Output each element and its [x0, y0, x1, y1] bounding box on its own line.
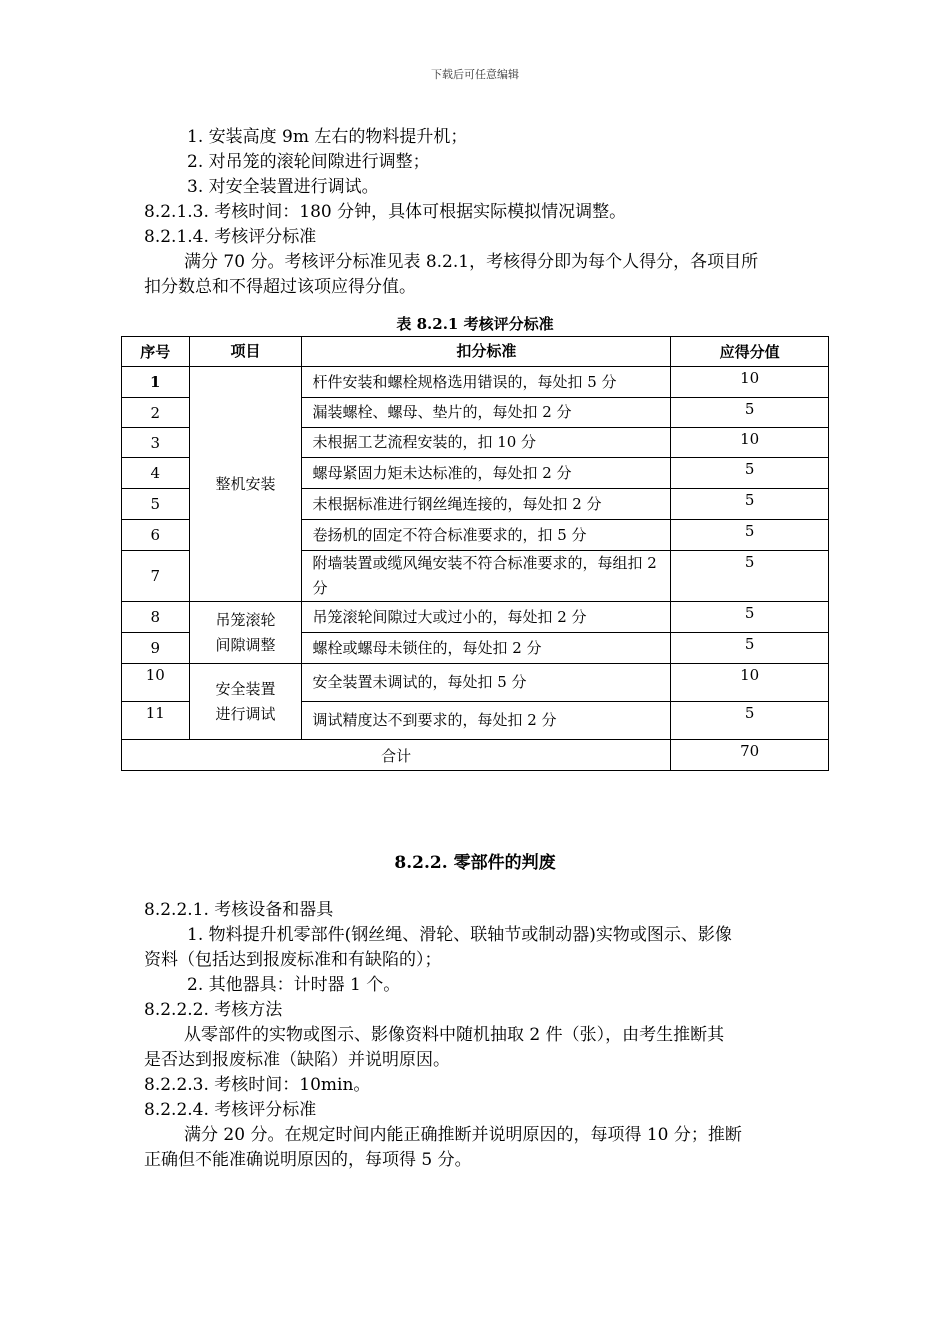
header-no: 序号 [122, 337, 190, 367]
cell-criterion: 附墙装置或缆风绳安装不符合标准要求的，每组扣 2 分 [302, 551, 671, 602]
heading-8-2-2-3: 8.2.2.3. 考核时间：10min。 [144, 1075, 371, 1095]
cell-score: 5 [671, 702, 829, 740]
cell-criterion: 调试精度达不到要求的，每处扣 2 分 [302, 702, 671, 740]
cell-no: 10 [122, 664, 190, 702]
cell-no: 9 [122, 633, 190, 664]
cell-score: 10 [671, 367, 829, 398]
cell-score: 5 [671, 551, 829, 602]
cell-criterion: 吊笼滚轮间隙过大或过小的，每处扣 2 分 [302, 602, 671, 633]
list-item-2: 2. 其他器具：计时器 1 个。 [187, 975, 401, 995]
table-total-row [122, 740, 829, 771]
cell-criterion: 杆件安装和螺栓规格选用错误的，每处扣 5 分 [302, 367, 671, 398]
page-header: 下载后可任意编辑 [431, 68, 519, 81]
cell-no: 5 [122, 489, 190, 520]
cell-criterion: 卷扬机的固定不符合标准要求的，扣 5 分 [302, 520, 671, 551]
total-label: 合计 [122, 740, 671, 771]
cell-no: 11 [122, 702, 190, 740]
cell-criterion: 漏装螺栓、螺母、垫片的，每处扣 2 分 [302, 398, 671, 428]
list-item-1: 1. 安装高度 9m 左右的物料提升机； [187, 127, 468, 147]
cell-criterion: 螺母紧固力矩未达标准的，每处扣 2 分 [302, 458, 671, 489]
list-item-1: 1. 物料提升机零部件(钢丝绳、滑轮、联轴节或制动器)实物或图示、影像 [187, 925, 732, 945]
total-score: 70 [671, 740, 829, 771]
header-criterion: 扣分标准 [302, 337, 671, 367]
cell-score: 5 [671, 458, 829, 489]
cell-score: 5 [671, 398, 829, 428]
cell-no: 2 [122, 398, 190, 428]
table-header-row [122, 337, 829, 367]
paragraph-line: 资料（包括达到报废标准和有缺陷的）； [144, 950, 442, 970]
group-cell: 吊笼滚轮 间隙调整 [189, 602, 302, 664]
cell-score: 10 [671, 428, 829, 458]
heading-8-2-1-4: 8.2.1.4. 考核评分标准 [144, 227, 317, 247]
cell-criterion: 安全装置未调试的，每处扣 5 分 [302, 664, 671, 702]
heading-8-2-2-1: 8.2.2.1. 考核设备和器具 [144, 900, 334, 920]
heading-8-2-2-4: 8.2.2.4. 考核评分标准 [144, 1100, 317, 1120]
list-item-3: 3. 对安全装置进行调试。 [187, 177, 379, 197]
cell-score: 5 [671, 633, 829, 664]
header-score: 应得分值 [671, 337, 829, 367]
list-item-2: 2. 对吊笼的滚轮间隙进行调整； [187, 152, 430, 172]
paragraph-line: 正确但不能准确说明原因的，每项得 5 分。 [144, 1150, 472, 1170]
cell-no: 6 [122, 520, 190, 551]
cell-criterion: 未根据工艺流程安装的，扣 10 分 [302, 428, 671, 458]
table-title: 表 8.2.1 考核评分标准 [396, 315, 554, 333]
cell-score: 5 [671, 489, 829, 520]
heading-8-2-1-3: 8.2.1.3. 考核时间：180 分钟，具体可根据实际模拟情况调整。 [144, 202, 627, 222]
cell-no: 4 [122, 458, 190, 489]
paragraph-line: 是否达到报废标准（缺陷）并说明原因。 [144, 1050, 450, 1070]
paragraph-line: 满分 20 分。在规定时间内能正确推断并说明原因的，每项得 10 分；推断 [184, 1125, 742, 1145]
paragraph-line: 满分 70 分。考核评分标准见表 8.2.1，考核得分即为每个人得分，各项目所 [184, 252, 759, 272]
cell-no: 8 [122, 602, 190, 633]
section-title: 8.2.2. 零部件的判废 [394, 853, 556, 873]
cell-no: 7 [122, 551, 190, 602]
heading-8-2-2-2: 8.2.2.2. 考核方法 [144, 1000, 283, 1020]
cell-score: 10 [671, 664, 829, 702]
group-cell: 安全装置 进行调试 [189, 664, 302, 740]
cell-score: 5 [671, 520, 829, 551]
table-row [122, 602, 829, 633]
group-cell: 整机安装 [189, 367, 302, 602]
cell-criterion: 螺栓或螺母未锁住的，每处扣 2 分 [302, 633, 671, 664]
cell-no: 3 [122, 428, 190, 458]
cell-no: 1 [122, 367, 190, 398]
table-row [122, 664, 829, 702]
cell-score: 5 [671, 602, 829, 633]
table-row [122, 367, 829, 398]
paragraph-line: 扣分数总和不得超过该项应得分值。 [144, 277, 416, 297]
header-item: 项目 [189, 337, 302, 367]
paragraph-line: 从零部件的实物或图示、影像资料中随机抽取 2 件（张），由考生推断其 [184, 1025, 725, 1045]
score-table [121, 336, 829, 771]
cell-criterion: 未根据标准进行钢丝绳连接的，每处扣 2 分 [302, 489, 671, 520]
